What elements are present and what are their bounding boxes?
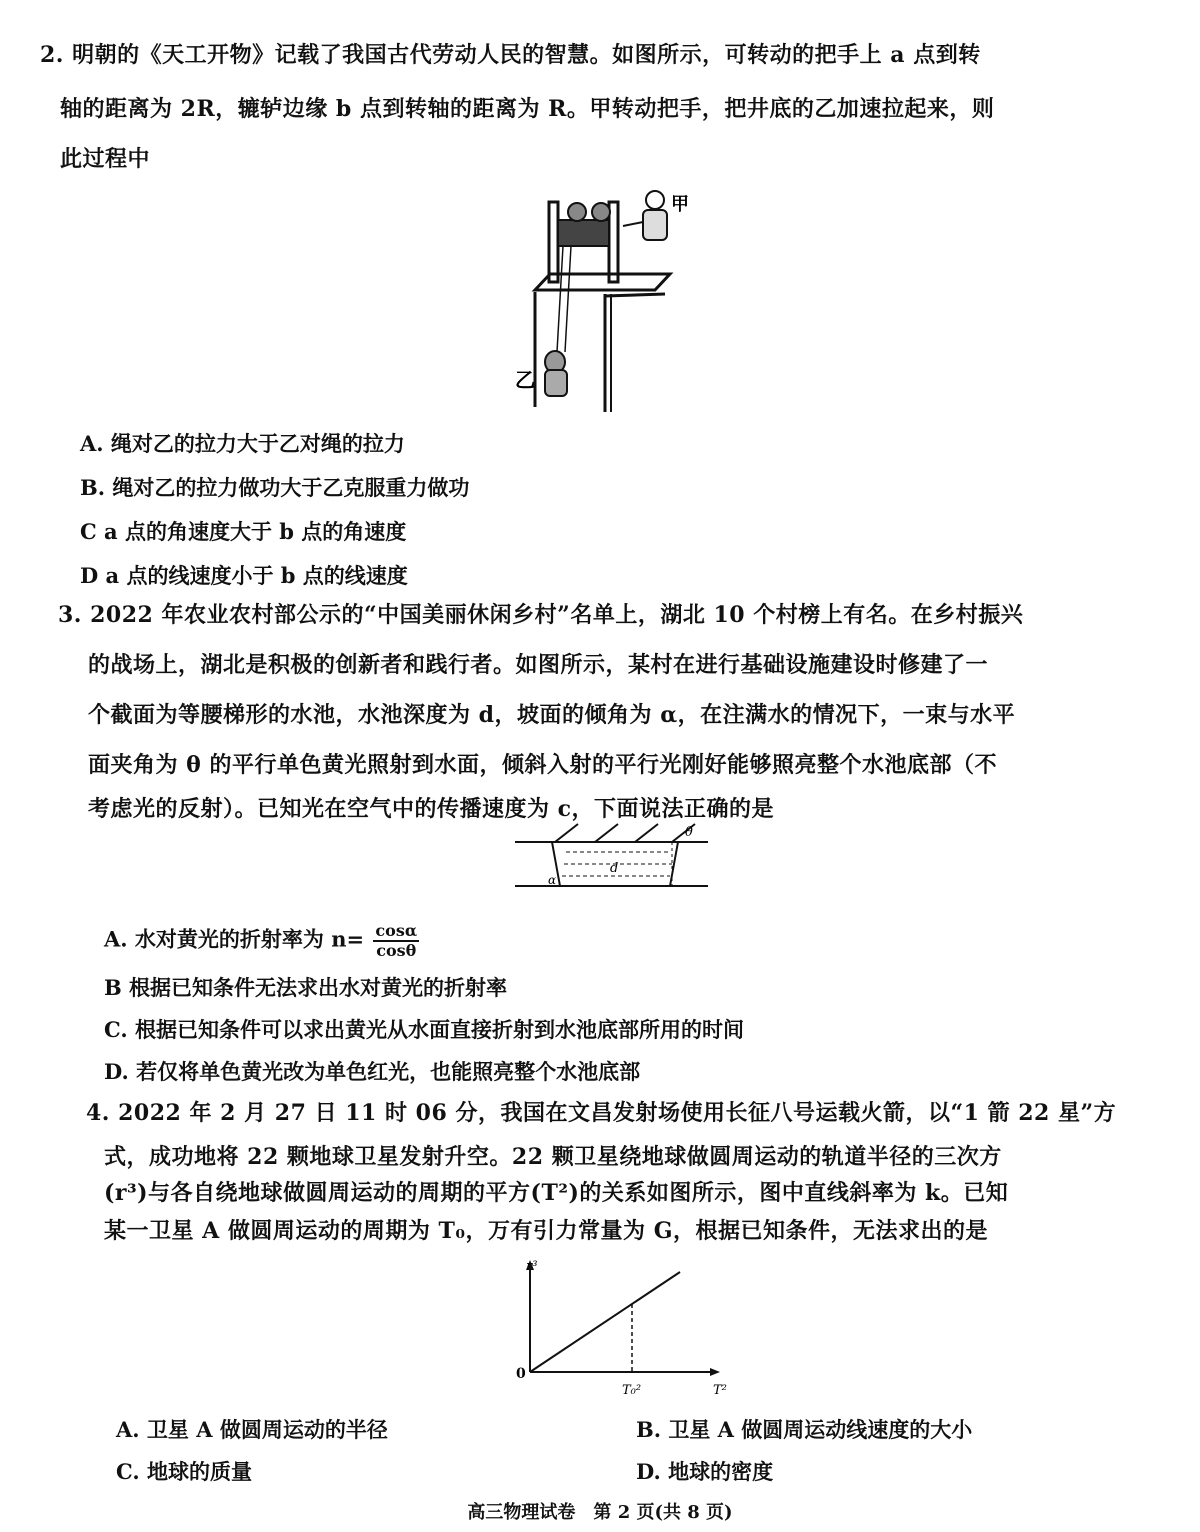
q3-option-a-text: A. 水对黄光的折射率为 n= <box>104 926 365 952</box>
q4-option-c: C. 地球的质量 <box>116 1459 252 1484</box>
r3-t2-graph <box>508 1254 748 1404</box>
water-pool-figure <box>510 822 710 892</box>
q2-line-3: 此过程中 <box>60 146 151 172</box>
x-axis-arrow <box>710 1368 720 1376</box>
q3-option-d: D. 若仅将单色黄光改为单色红光，也能照亮整个水池底部 <box>104 1059 641 1084</box>
q3-line-4: 面夹角为 θ 的平行单色黄光照射到水面，倾斜入射的平行光刚好能够照亮整个水池底部（不 <box>88 752 997 778</box>
q4-option-a: A. 卫星 A 做圆周运动的半径 <box>116 1417 388 1442</box>
label-alpha: α <box>548 873 557 887</box>
q4-line-2: 式，成功地将 22 颗地球卫星发射升空。22 颗卫星绕地球做圆周运动的轨道半径的三次方 <box>104 1144 1002 1170</box>
q4-line-4: 某一卫星 A 做圆周运动的周期为 T₀，万有引力常量为 G，根据已知条件，无法求出的是 <box>104 1218 989 1244</box>
y-axis-label: r³ <box>526 1259 538 1274</box>
label-yi: 乙 <box>515 368 535 392</box>
q3-option-b: B 根据已知条件无法求出水对黄光的折射率 <box>104 975 508 1000</box>
refractive-index-fraction <box>373 922 419 960</box>
q2-option-b: B. 绳对乙的拉力做功大于乙克服重力做功 <box>80 475 470 500</box>
q2-line-1: 2. 明朝的《天工开物》记载了我国古代劳动人民的智慧。如图所示，可转动的把手上 a 点到转 <box>40 42 981 68</box>
label-theta: θ <box>685 825 693 840</box>
fraction-denominator: cosθ <box>376 941 417 960</box>
q2-option-a: A. 绳对乙的拉力大于乙对绳的拉力 <box>80 431 405 456</box>
q3-line-3: 个截面为等腰梯形的水池，水池深度为 d，坡面的倾角为 α，在注满水的情况下，一束与水平 <box>88 702 1016 728</box>
q3-line-5: 考虑光的反射）。已知光在空气中的传播速度为 c，下面说法正确的是 <box>88 796 775 822</box>
label-jia: 甲 <box>671 194 689 215</box>
q4-option-b: B. 卫星 A 做圆周运动线速度的大小 <box>636 1417 973 1442</box>
page-footer: 高三物理试卷 第 2 页(共 8 页) <box>467 1502 733 1523</box>
q3-line-2: 的战场上，湖北是积极的创新者和践行者。如图所示，某村在进行基础设施建设时修建了一 <box>88 652 989 678</box>
origin-label: 0 <box>516 1366 526 1382</box>
q2-line-2: 轴的距离为 2R，辘轳边缘 b 点到转轴的距离为 R。甲转动把手，把井底的乙加速拉起来，则 <box>60 96 995 122</box>
fraction-numerator: cosα <box>375 921 418 940</box>
q4-line-3: (r³)与各自绕地球做圆周运动的周期的平方(T²)的关系如图所示，图中直线斜率为 k。已知 <box>104 1180 1009 1206</box>
q2-option-d: D a 点的线速度小于 b 点的线速度 <box>80 563 408 588</box>
q3-line-1: 3. 2022 年农业农村部公示的“中国美丽休闲乡村”名单上，湖北 10 个村榜上有名。在乡村振兴 <box>58 602 1024 628</box>
proportional-line <box>530 1272 680 1372</box>
t0-squared-label: T₀² <box>622 1383 642 1398</box>
q4-option-d: D. 地球的密度 <box>636 1459 774 1484</box>
q4-line-1: 4. 2022 年 2 月 27 日 11 时 06 分，我国在文昌发射场使用长征八号运载火箭，以“1 箭 22 星”方 <box>86 1100 1117 1126</box>
q3-option-a <box>104 922 419 960</box>
windlass-well-figure <box>505 182 705 414</box>
x-axis-label: T² <box>713 1383 727 1398</box>
q2-option-c: C a 点的角速度大于 b 点的角速度 <box>80 519 407 544</box>
label-d: d <box>610 861 619 876</box>
q3-option-c: C. 根据已知条件可以求出黄光从水面直接折射到水池底部所用的时间 <box>104 1017 744 1042</box>
